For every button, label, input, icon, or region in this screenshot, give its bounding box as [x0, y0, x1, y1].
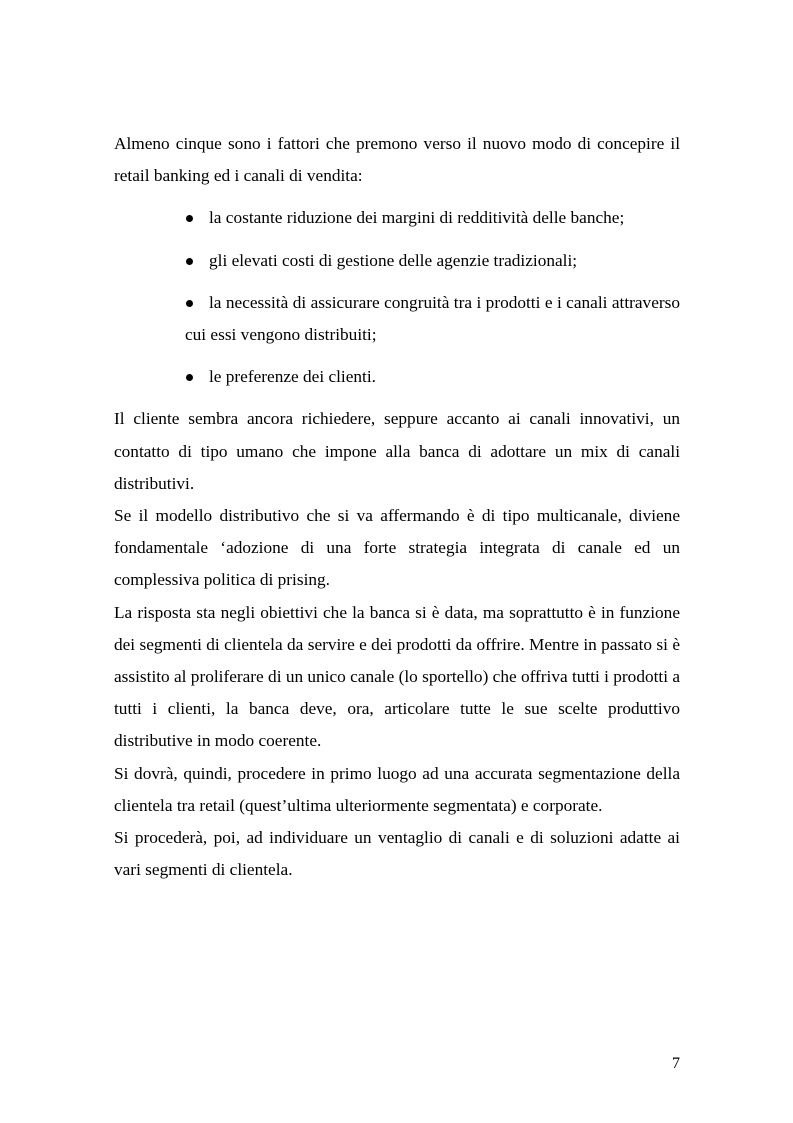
paragraph-response: La risposta sta negli obiettivi che la banca si è data, ma soprattutto è in funzione dei segmenti di clientela da servire e dei prodotti da offrire. Mentre in passato si è assistito al proliferare di un unico canale (lo sportello) che offriva tutti i prodotti a tutti i clienti, la banca deve, ora, articolare tutte le sue scelte produttivo distributive in modo coerente.	[114, 602, 680, 751]
list-item-text: gli elevati costi di gestione delle agenzie tradizionali;	[209, 250, 578, 270]
factors-list	[114, 202, 680, 393]
paragraph-channels: Si procederà, poi, ad individuare un ventaglio di canali e di soluzioni adatte ai vari segmenti di clientela.	[114, 828, 680, 880]
list-item	[185, 202, 680, 234]
list-item	[185, 287, 680, 351]
intro-paragraph: Almeno cinque sono i fattori che premono verso il nuovo modo di concepire il retail banking ed i canali di vendita:	[114, 134, 680, 186]
list-item	[185, 361, 680, 393]
paragraph-multichannel: Se il modello distributivo che si va affermando è di tipo multicanale, diviene fondamentale ‘adozione di una forte strategia integrata di canale ed un complessiva politica di prising.	[114, 506, 680, 590]
page-number: 7	[672, 1055, 680, 1072]
body-text	[114, 128, 680, 886]
paragraph-human-contact: Il cliente sembra ancora richiedere, seppure accanto ai canali innovativi, un contatto di tipo umano che impone alla banca di adottare un mix di canali distributivi.	[114, 409, 680, 493]
list-item-text: la costante riduzione dei margini di redditività delle banche;	[209, 208, 625, 228]
list-item-text: la necessità di assicurare congruità tra i prodotti e i canali attraverso cui essi vengono distribuiti;	[185, 292, 680, 345]
list-item-text: le preferenze dei clienti.	[209, 367, 376, 387]
list-item	[185, 245, 680, 277]
paragraph-segmentation: Si dovrà, quindi, procedere in primo luogo ad una accurata segmentazione della clientela tra retail (quest’ultima ulteriormente segmentata) e corporate.	[114, 763, 680, 815]
